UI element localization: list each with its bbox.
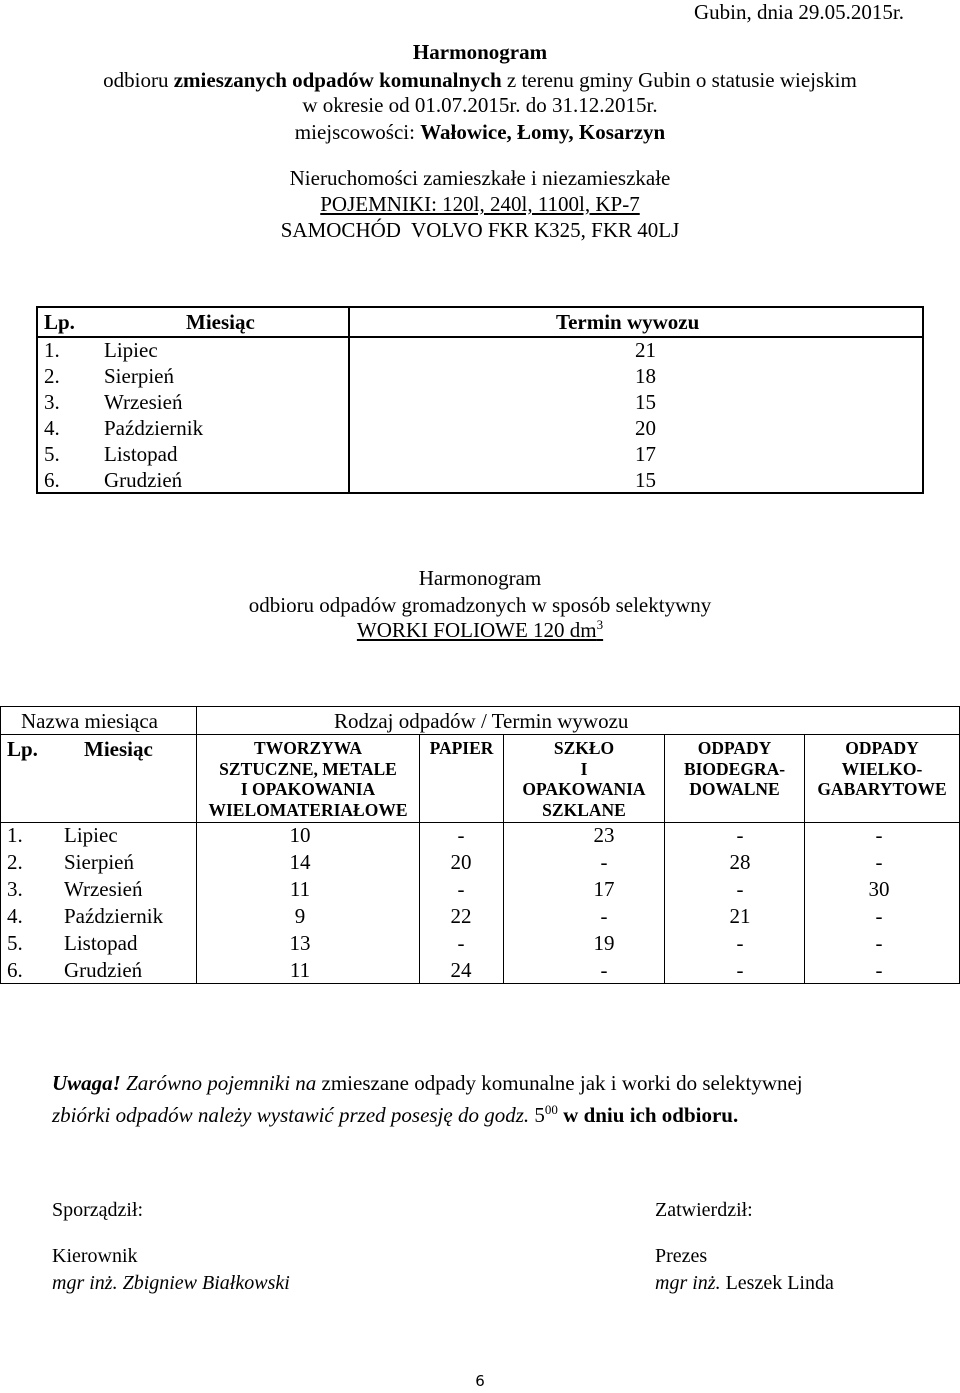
row-plastics: 11: [289, 877, 311, 901]
header-plastics: [197, 738, 419, 821]
row-paper: 22: [450, 904, 472, 928]
notice-text: w dniu ich odbioru.: [557, 1102, 739, 1127]
notice: [52, 1068, 803, 1131]
row-month: Sierpień: [64, 850, 134, 874]
row-glass: 19: [593, 931, 615, 955]
schedule-period: w okresie od 01.07.2015r. do 31.12.2015r.: [302, 93, 658, 117]
row-paper: 24: [450, 958, 472, 982]
row-term: 15: [635, 390, 656, 414]
row-biodegradable: -: [736, 823, 744, 847]
row-month: Październik: [64, 904, 164, 928]
schedule-subtitle: [0, 68, 960, 93]
row-term: 17: [635, 442, 656, 466]
containers-line: POJEMNIKI: 120l, 240l, 1100l, KP-7: [320, 192, 640, 216]
prepared-by-label: Sporządził:: [52, 1199, 144, 1221]
row-biodegradable: 28: [729, 850, 751, 874]
row-plastics: 10: [289, 823, 311, 847]
row-plastics: 13: [289, 931, 311, 955]
row-bulky: 30: [868, 877, 890, 901]
row-lp: 3.: [7, 877, 23, 901]
header-paper: [420, 738, 503, 759]
header-line: DOWALNE: [689, 779, 780, 800]
row-biodegradable: 21: [729, 904, 751, 928]
row-plastics: 11: [289, 958, 311, 982]
header-biodegradable: [665, 738, 804, 800]
row-lp: 1.: [44, 338, 60, 362]
row-paper: -: [457, 931, 465, 955]
selective-waste-table: [0, 706, 960, 984]
row-month: Sierpień: [104, 364, 174, 388]
row-lp: 2.: [44, 364, 60, 388]
approved-by-surname: Leszek Linda: [725, 1272, 834, 1294]
row-bulky: -: [875, 904, 883, 928]
notice-line-1: [52, 1068, 803, 1100]
header-line: TWORZYWA: [254, 738, 362, 758]
subtitle-suffix: z terenu gminy Gubin o statusie wiejskim: [501, 68, 857, 92]
header-line: WIELKO-: [841, 758, 923, 779]
table-divider: [38, 336, 922, 338]
header-lp: Lp.: [7, 737, 38, 761]
row-month: Listopad: [104, 442, 178, 466]
notice-text: Zarówno pojemniki na: [120, 1071, 317, 1095]
bags-unit-sup: 3: [596, 617, 604, 632]
prepared-by-role: Kierownik: [52, 1245, 138, 1267]
row-lp: 5.: [7, 931, 23, 955]
row-glass: 17: [593, 877, 615, 901]
approved-by-role: Prezes: [655, 1245, 708, 1267]
table-divider: [419, 734, 420, 983]
header-line: ODPADY: [697, 738, 772, 758]
row-glass: -: [600, 958, 608, 982]
header-line: GABARYTOWE: [817, 779, 947, 800]
localities-value: Wałowice, Łomy, Kosarzyn: [420, 120, 666, 144]
row-term: 21: [635, 338, 656, 362]
approved-by-title: mgr inż.: [655, 1272, 726, 1294]
row-month: Grudzień: [104, 468, 183, 492]
row-lp: 1.: [7, 823, 23, 847]
row-lp: 2.: [7, 850, 23, 874]
header-month-name: Nazwa miesiąca: [21, 709, 159, 733]
header-line: PAPIER: [429, 738, 494, 758]
row-lp: 4.: [7, 904, 23, 928]
header-glass: [504, 738, 664, 821]
row-glass: -: [600, 904, 608, 928]
row-month: Październik: [104, 416, 204, 440]
mixed-waste-table: [36, 306, 924, 494]
row-lp: 6.: [44, 468, 60, 492]
row-lp: 6.: [7, 958, 23, 982]
notice-line-2: [52, 1100, 803, 1132]
header-month: Miesiąc: [186, 310, 255, 334]
header-month: Miesiąc: [84, 737, 153, 761]
row-month: Wrzesień: [64, 877, 143, 901]
bags-line: [0, 618, 960, 643]
localities-line: [0, 120, 960, 145]
header-line: I OPAKOWANIA: [240, 779, 376, 800]
row-bulky: -: [875, 850, 883, 874]
notice-hour: 5: [529, 1102, 545, 1127]
row-lp: 4.: [44, 416, 60, 440]
notice-text: zmieszane odpady komunalne jak i worki do selektywnej: [316, 1071, 803, 1095]
row-biodegradable: -: [736, 958, 744, 982]
vehicle-line: SAMOCHÓD VOLVO FKR K325, FKR 40LJ: [280, 218, 680, 242]
page-number: 6: [475, 1372, 485, 1390]
row-plastics: 9: [294, 904, 306, 928]
row-paper: 20: [450, 850, 472, 874]
header-line: WIELOMATERIAŁOWE: [208, 799, 408, 820]
header-line: SZKLANE: [542, 799, 626, 820]
row-glass: 23: [593, 823, 615, 847]
row-biodegradable: -: [736, 931, 744, 955]
notice-label: Uwaga!: [52, 1071, 121, 1095]
header-line: SZKŁO: [553, 738, 615, 758]
header-bulky: [805, 738, 959, 800]
row-bulky: -: [875, 958, 883, 982]
selective-subtitle: odbioru odpadów gromadzonych w sposób selektywny: [248, 593, 712, 617]
row-plastics: 14: [289, 850, 311, 874]
subtitle-prefix: odbioru: [103, 68, 174, 92]
header-lp: Lp.: [44, 310, 75, 334]
row-term: 20: [635, 416, 656, 440]
row-paper: -: [457, 823, 465, 847]
row-bulky: -: [875, 823, 883, 847]
localities-label: miejscowości:: [294, 120, 421, 144]
header-line: BIODEGRA-: [683, 758, 786, 779]
schedule-title: Harmonogram: [412, 40, 548, 64]
header-line: I: [580, 758, 588, 779]
row-term: 15: [635, 468, 656, 492]
header-line: OPAKOWANIA: [522, 779, 646, 800]
row-lp: 5.: [44, 442, 60, 466]
row-biodegradable: -: [736, 877, 744, 901]
row-term: 18: [635, 364, 656, 388]
row-bulky: -: [875, 931, 883, 955]
subtitle-bold: zmieszanych odpadów komunalnych: [173, 68, 502, 92]
row-month: Lipiec: [64, 823, 118, 847]
notice-hour-sup: 00: [544, 1101, 558, 1117]
properties-line: Nieruchomości zamieszkałe i niezamieszkałe: [289, 166, 671, 190]
header-line: SZTUCZNE, METALE: [219, 758, 397, 779]
row-month: Listopad: [64, 931, 138, 955]
document-date: Gubin, dnia 29.05.2015r.: [694, 0, 904, 24]
row-month: Lipiec: [104, 338, 158, 362]
bags-label: WORKI FOLIOWE 120 dm: [356, 618, 597, 642]
row-month: Wrzesień: [104, 390, 183, 414]
row-glass: -: [600, 850, 608, 874]
approved-by-label: Zatwierdził:: [655, 1199, 753, 1221]
header-waste-type: Rodzaj odpadów / Termin wywozu: [334, 709, 629, 733]
header-line: ODPADY: [845, 738, 919, 758]
selective-title: Harmonogram: [418, 566, 542, 590]
row-lp: 3.: [44, 390, 60, 414]
notice-text: zbiórki odpadów należy wystawić przed posesję do godz.: [52, 1102, 530, 1127]
row-month: Grudzień: [64, 958, 143, 982]
prepared-by-name: mgr inż. Zbigniew Białkowski: [52, 1272, 290, 1294]
row-paper: -: [457, 877, 465, 901]
header-term: Termin wywozu: [556, 310, 700, 334]
approved-by-name: [655, 1271, 834, 1295]
